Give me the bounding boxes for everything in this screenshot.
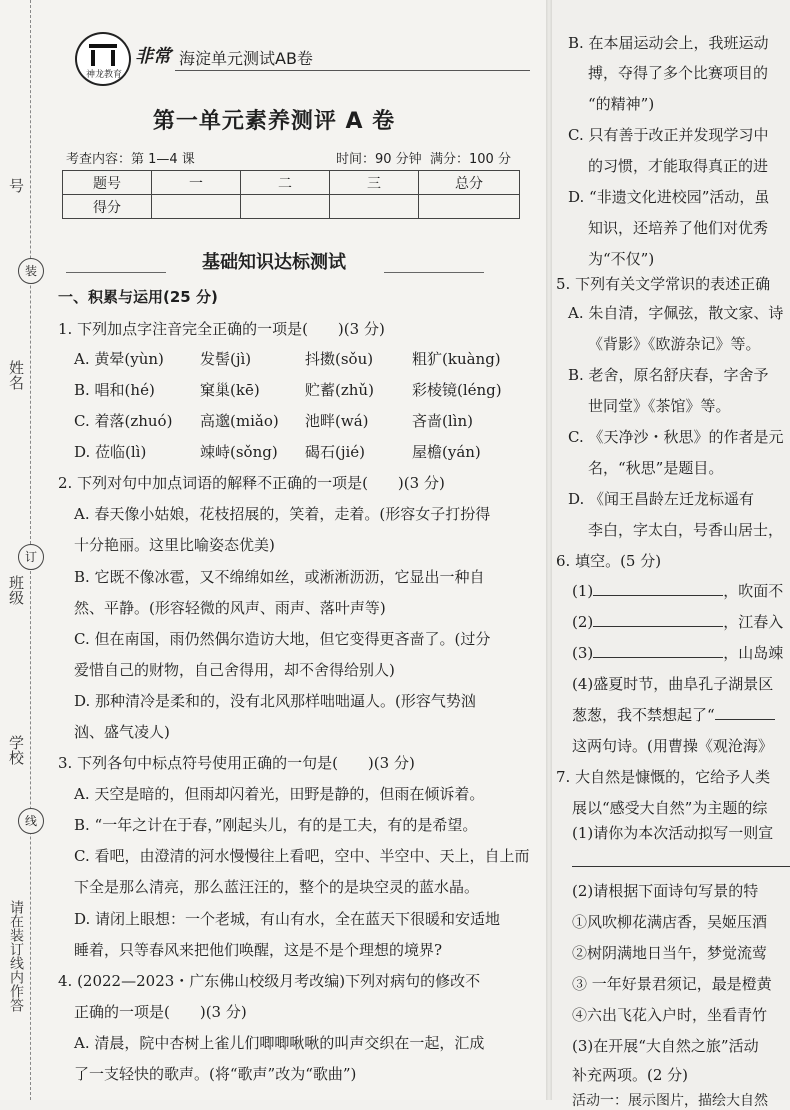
right-text-line: 知识，还培养了他们对优秀	[588, 219, 769, 237]
question-text-line: 正确的一项是( )(3 分)	[74, 1003, 247, 1021]
section-title: 基础知识达标测试	[202, 252, 346, 273]
binding-mark: 订	[18, 544, 44, 570]
page-title: 第一单元素养测评 A 卷	[152, 109, 396, 134]
right-text-line: B. 在本届运动会上，我班运动	[568, 34, 769, 52]
section-rule-left	[66, 272, 166, 273]
fill-blank-item: (3) ，山岛竦	[572, 644, 784, 662]
option-item: 发髻(jì)	[200, 350, 252, 368]
question-text-line: 十分艳丽。这里比喻姿态优美)	[74, 536, 275, 554]
binding-note: 请在装订线内作答	[8, 900, 24, 1012]
right-text-line: D. 《闻王昌龄左迁龙标遥有	[568, 490, 755, 508]
option-item: C. 着落(zhuó)	[74, 412, 173, 430]
score-cell[interactable]	[241, 195, 330, 219]
binding-margin	[0, 0, 46, 1100]
right-text-line: (4)盛夏时节，曲阜孔子湖景区	[572, 675, 774, 693]
exam-time: 时间：90 分钟	[336, 152, 422, 167]
question-text-line: B. 它既不像冰雹，又不绵绵如丝，或淅淅沥沥，它显出一种自	[74, 568, 485, 586]
question-text-line: A. 春天像小姑娘，花枝招展的，笑着，走着。(形容女子打扮得	[74, 505, 491, 523]
score-table-header: 题号	[63, 171, 152, 195]
right-text-line: C. 《天净沙・秋思》的作者是元	[568, 428, 784, 446]
option-item: 竦峙(sǒng)	[200, 443, 278, 461]
question-text-line: A. 清晨，院中杏树上雀儿们唧唧啾啾的叫声交织在一起，汇成	[74, 1034, 485, 1052]
logo-text: 神龙教育	[86, 70, 123, 80]
answer-blank[interactable]	[715, 719, 775, 720]
right-text-line: A. 朱自清，字佩弦，散文家、诗	[568, 304, 784, 322]
score-table-header: 一	[152, 171, 241, 195]
question-text-line: C. 看吧，由澄清的河水慢慢往上看吧，空中、半空中、天上，自上而	[74, 847, 530, 865]
right-text-line: 名，“秋思”是题目。	[588, 459, 724, 477]
answer-blank[interactable]	[593, 657, 723, 658]
question-text-line: 爱惜自己的财物，自己舍得用，却不舍得给别人)	[74, 661, 395, 679]
score-table-row-label: 得分	[63, 195, 152, 219]
question-3-stem: 3. 下列各句中标点符号使用正确的一句是( )(3 分)	[58, 754, 415, 772]
right-text-line: 为“不仅”)	[588, 250, 655, 268]
option-item: D. 莅临(lì)	[74, 443, 147, 461]
question-text-line: 然、平静。(形容轻微的风声、雨声、落叶声等)	[74, 599, 386, 617]
score-cell[interactable]	[330, 195, 419, 219]
answer-blank[interactable]	[593, 595, 723, 596]
question-4-stem: 4. (2022—2023・广东佛山校级月考改编)下列对病句的修改不	[58, 972, 481, 990]
option-item: 屋檐(yán)	[412, 443, 481, 461]
right-text-line: ④六出飞花入户时，坐看青竹	[572, 1006, 768, 1024]
option-item: 抖擞(sǒu)	[305, 350, 374, 368]
score-table-header: 二	[241, 171, 330, 195]
answer-line[interactable]	[572, 866, 790, 867]
question-5-stem: 5. 下列有关文学常识的表述正确	[556, 275, 771, 293]
question-7-stem: 7. 大自然是慷慨的，它给予人类	[556, 768, 771, 786]
right-text-line: ②树阴满地日当午，梦觉流莺	[572, 944, 768, 962]
right-text-line: ③ 一年好景君须记，最是橙黄	[572, 975, 772, 993]
right-text-line: B. 老舍，原名舒庆春，字舍予	[568, 366, 769, 384]
right-text-line: 《背影》《欧游杂记》等。	[588, 335, 761, 353]
question-text-line: A. 天空是暗的，但雨却闪着光，田野是静的，但雨在倾诉着。	[74, 785, 485, 803]
right-text-line: 补充两项。(2 分)	[572, 1066, 689, 1084]
question-text-line: C. 但在南国，雨仍然偶尔造访大地，但它变得更吝啬了。(过分	[74, 630, 491, 648]
question-2-stem: 2. 下列对句中加点词语的解释不正确的一项是( )(3 分)	[58, 474, 445, 492]
binding-label-number: 号	[7, 178, 25, 193]
question-text-line: 了一支轻快的歌声。(将“歌声”改为“歌曲”)	[74, 1065, 357, 1083]
fill-blank-item: (1) ，吹面不	[572, 582, 784, 600]
header-rule	[175, 70, 530, 71]
score-table-header: 三	[330, 171, 419, 195]
binding-label-school: 学校	[7, 735, 25, 765]
right-text-line: 的习惯，才能取得真正的进	[588, 157, 769, 175]
question-text-line: D. 请闭上眼想：一个老城，有山有水，全在蓝天下很暖和安适地	[74, 910, 501, 928]
option-item: A. 黄晕(yùn)	[74, 350, 164, 368]
section-rule-right	[384, 272, 484, 273]
brand-name: 非常	[135, 46, 171, 67]
question-text-line: 汹、盛气凌人)	[74, 723, 170, 741]
option-item: 窠巢(kē)	[200, 381, 260, 399]
option-item: 吝啬(lìn)	[412, 412, 473, 430]
score-cell[interactable]	[152, 195, 241, 219]
question-6-stem: 6. 填空。(5 分)	[556, 552, 662, 570]
question-1-stem: 1. 下列加点字注音完全正确的一项是( )(3 分)	[58, 320, 385, 338]
book-gutter	[546, 0, 552, 1100]
right-text-line: 搏，夺得了多个比赛项目的	[588, 64, 769, 82]
right-text-line: D. “非遗文化进校园”活动，虽	[568, 188, 770, 206]
right-text-line: 展以“感受大自然”为主题的综	[572, 799, 768, 817]
question-text-line: 下全是那么清亮，那么蓝汪汪的，整个的是块空灵的蓝水晶。	[74, 878, 480, 896]
gate-icon	[89, 44, 117, 68]
score-table-header: 总分	[419, 171, 520, 195]
binding-mark: 装	[18, 258, 44, 284]
right-text-line: (3)在开展“大自然之旅”活动	[572, 1037, 759, 1055]
score-cell[interactable]	[419, 195, 520, 219]
option-item: 高邈(miǎo)	[200, 412, 279, 430]
option-item: 贮蓄(zhǔ)	[305, 381, 374, 399]
right-text-line: (2)请根据下面诗句写景的特	[572, 882, 759, 900]
question-text-line: D. 那种清冷是柔和的，没有北风那样咄咄逼人。(形容气势汹	[74, 692, 476, 710]
answer-blank[interactable]	[593, 626, 723, 627]
book-header	[75, 30, 335, 86]
question-text-line: 睡着，只等春风来把他们唤醒，这是不是个理想的境界?	[74, 941, 443, 959]
exam-full-score: 满分：100 分	[430, 152, 511, 167]
binding-label-name: 姓名	[7, 360, 25, 390]
right-text-line: ①风吹柳花满店香，吴姬压酒	[572, 913, 768, 931]
binding-label-class: 班级	[7, 575, 25, 605]
publisher-logo	[75, 32, 131, 86]
binding-mark: 线	[18, 808, 44, 834]
option-item: 彩棱镜(léng)	[412, 381, 502, 399]
fill-blank-item: (2) ，江春入	[572, 613, 784, 631]
right-text-line: “的精神”)	[588, 95, 655, 113]
right-text-line: 世同堂》《茶馆》等。	[588, 397, 731, 415]
right-text-line: 活动一：展示图片，描绘大自然	[572, 1093, 768, 1109]
right-text-line: C. 只有善于改正并发现学习中	[568, 126, 769, 144]
question-text-line: B. “一年之计在于春，”刚起头儿，有的是工夫，有的是希望。	[74, 816, 478, 834]
right-text-line: 李白，字太白，号香山居士，	[588, 521, 784, 539]
score-table	[62, 170, 520, 219]
option-item: 池畔(wá)	[305, 412, 369, 430]
right-text-line: 这两句诗。(用曹操《观沧海》	[572, 737, 773, 755]
option-item: B. 唱和(hé)	[74, 381, 155, 399]
part-heading: 一、积累与运用(25 分)	[58, 288, 218, 306]
fill-blank-item: 葱葱，我不禁想起了“	[572, 704, 775, 725]
option-item: 粗犷(kuàng)	[412, 350, 501, 368]
right-text-line: (1)请你为本次活动拟写一则宣	[572, 824, 774, 842]
exam-scope: 考查内容：第 1—4 课	[66, 152, 195, 167]
option-item: 碣石(jié)	[305, 443, 366, 461]
series-name: 海淀单元测试AB卷	[179, 49, 313, 68]
